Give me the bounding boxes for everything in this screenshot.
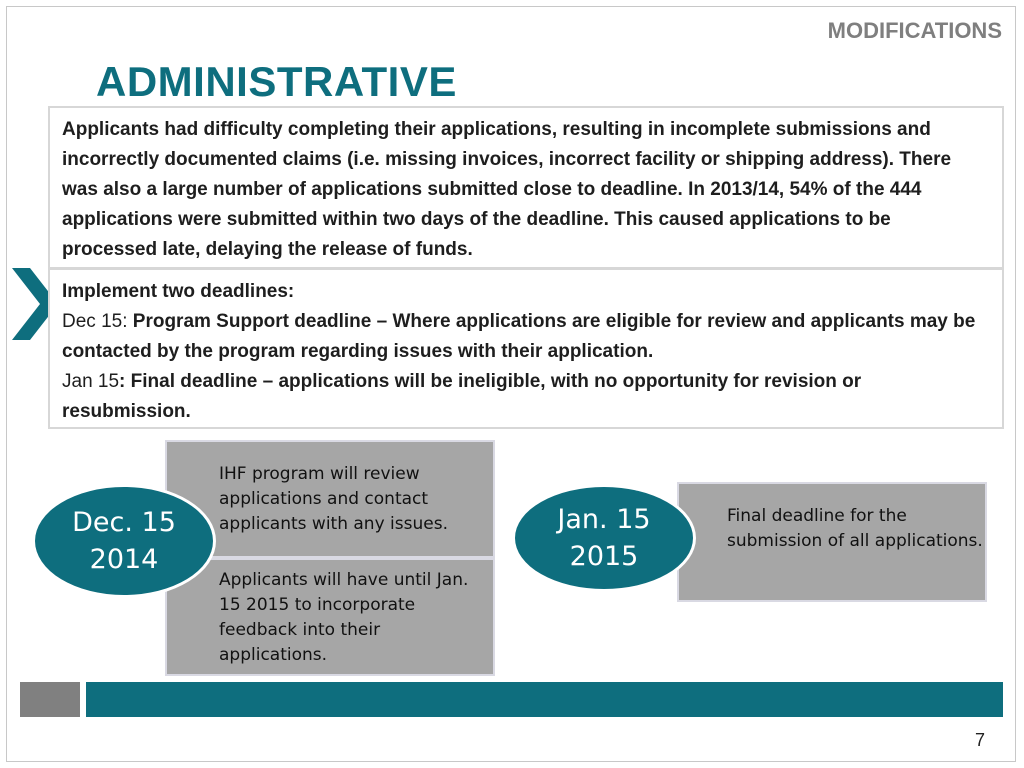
dec-review-note-text: IHF program will review applications and contact applicants with any issues.	[219, 464, 448, 534]
solution-heading: Implement two deadlines:	[62, 281, 295, 302]
deadline-1-text: Program Support deadline – Where applications are eligible for review and applicants may be contacted by the program regarding issues with their application.	[62, 311, 976, 362]
footer-teal-bar	[86, 682, 1003, 717]
dec-year-label: 2014	[89, 544, 159, 575]
solution-box	[48, 268, 1004, 429]
dec-date-circle	[32, 484, 216, 598]
dec-feedback-note	[165, 558, 495, 676]
deadline-2	[62, 367, 990, 427]
problem-box	[48, 106, 1004, 269]
deadline-1	[62, 307, 990, 367]
deadline-2-text: : Final deadline – applications will be ineligible, with no opportunity for revision or resubmission.	[62, 371, 862, 422]
section-kicker: MODIFICATIONS	[827, 18, 1002, 43]
footer-gray-block	[20, 682, 80, 717]
deadline-1-date: Dec 15:	[62, 311, 133, 332]
page-number: 7	[974, 730, 985, 750]
jan-date-circle	[512, 484, 696, 592]
dec-date-label: Dec. 15	[72, 507, 176, 538]
jan-final-note-text: Final deadline for the submission of all applications.	[727, 506, 983, 551]
problem-text: Applicants had difficulty completing their applications, resulting in incomplete submissions and incorrectly documented claims (i.e. missing invoices, incorrect facility or shipping address). There was also a large number of applications submitted close to deadline. In 2013/14, 54% of the 444 applications were submitted within two days of the deadline. This caused applications to be processed late, delaying the release of funds.	[62, 119, 952, 260]
slide-title: ADMINISTRATIVE	[96, 58, 457, 105]
jan-date-label: Jan. 15	[557, 504, 651, 535]
deadline-2-date: Jan 15	[62, 371, 120, 392]
jan-year-label: 2015	[569, 541, 639, 572]
dec-feedback-note-text: Applicants will have until Jan. 15 2015 to incorporate feedback into their applications.	[219, 570, 469, 665]
jan-final-note	[677, 482, 987, 602]
